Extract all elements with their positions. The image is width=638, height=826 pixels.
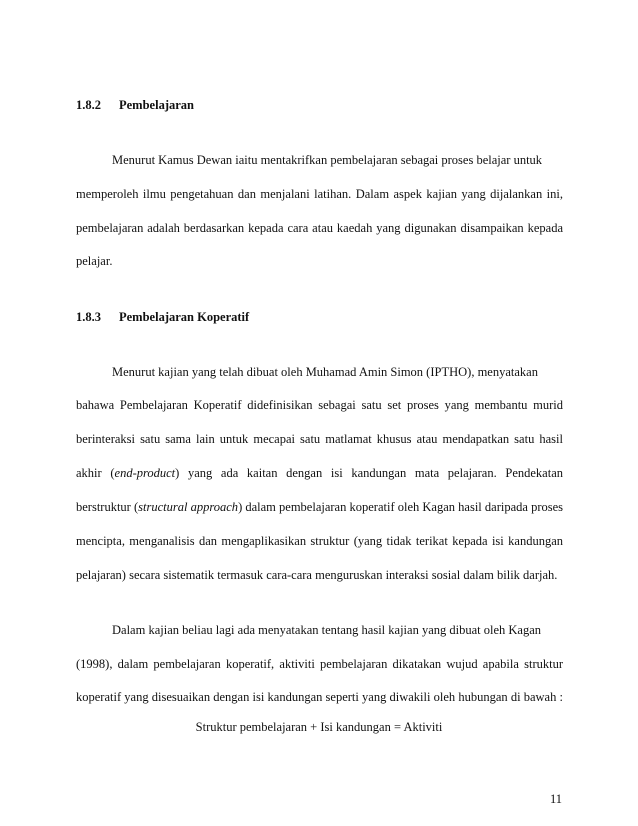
section-number: 1.8.3 bbox=[76, 310, 101, 324]
paragraph-line bbox=[76, 500, 563, 515]
italic-term: end-product bbox=[114, 466, 176, 480]
section-heading-1-8-3 bbox=[76, 310, 249, 325]
section-title: Pembelajaran bbox=[119, 98, 194, 112]
paragraph-line: koperatif yang disesuaikan dengan isi kandungan seperti yang diwakili oleh hubungan di bawah : bbox=[76, 690, 563, 704]
section-heading-1-8-2 bbox=[76, 98, 194, 113]
paragraph-line: pelajar. bbox=[76, 254, 113, 268]
text-run: akhir ( bbox=[76, 466, 115, 480]
text-run: ) dalam pembelajaran koperatif oleh Kagan hasil daripada proses bbox=[238, 500, 564, 514]
paragraph-line: mencipta, menganalisis dan mengaplikasikan struktur (yang tidak terikat kepada isi kandungan bbox=[76, 534, 563, 548]
paragraph-line: Menurut kajian yang telah dibuat oleh Muhamad Amin Simon (IPTHO), menyatakan bbox=[112, 365, 538, 379]
section-title: Pembelajaran Koperatif bbox=[119, 310, 250, 324]
text-run: ) yang ada kaitan dengan isi kandungan mata pelajaran. Pendekatan bbox=[175, 466, 563, 480]
paragraph-line: memperoleh ilmu pengetahuan dan menjalani latihan. Dalam aspek kajian yang dijalankan ini, bbox=[76, 187, 563, 201]
paragraph-line: berinteraksi satu sama lain untuk mecapai satu matlamat khusus atau mendapatkan satu hasil bbox=[76, 432, 563, 446]
section-number: 1.8.2 bbox=[76, 98, 101, 112]
paragraph-line: bahawa Pembelajaran Koperatif didefinisikan sebagai satu set proses yang membantu murid bbox=[76, 398, 563, 412]
paragraph-line: (1998), dalam pembelajaran koperatif, aktiviti pembelajaran dikatakan wujud apabila struktur bbox=[76, 657, 563, 671]
paragraph-line: Menurut Kamus Dewan iaitu mentakrifkan pembelajaran sebagai proses belajar untuk bbox=[112, 153, 543, 167]
formula: Struktur pembelajaran + Isi kandungan = Aktiviti bbox=[195, 720, 443, 734]
italic-term: structural approach bbox=[138, 500, 239, 514]
paragraph-line: pelajaran) secara sistematik termasuk cara-cara menguruskan interaksi sosial dalam bilik darjah. bbox=[76, 568, 558, 582]
text-run: berstruktur ( bbox=[76, 500, 139, 514]
paragraph-line bbox=[76, 466, 563, 481]
paragraph-line: Dalam kajian beliau lagi ada menyatakan tentang hasil kajian yang dibuat oleh Kagan bbox=[112, 623, 542, 637]
page-number: 11 bbox=[549, 792, 562, 806]
paragraph-line: pembelajaran adalah berdasarkan kepada cara atau kaedah yang digunakan disampaikan kepada bbox=[76, 221, 563, 235]
